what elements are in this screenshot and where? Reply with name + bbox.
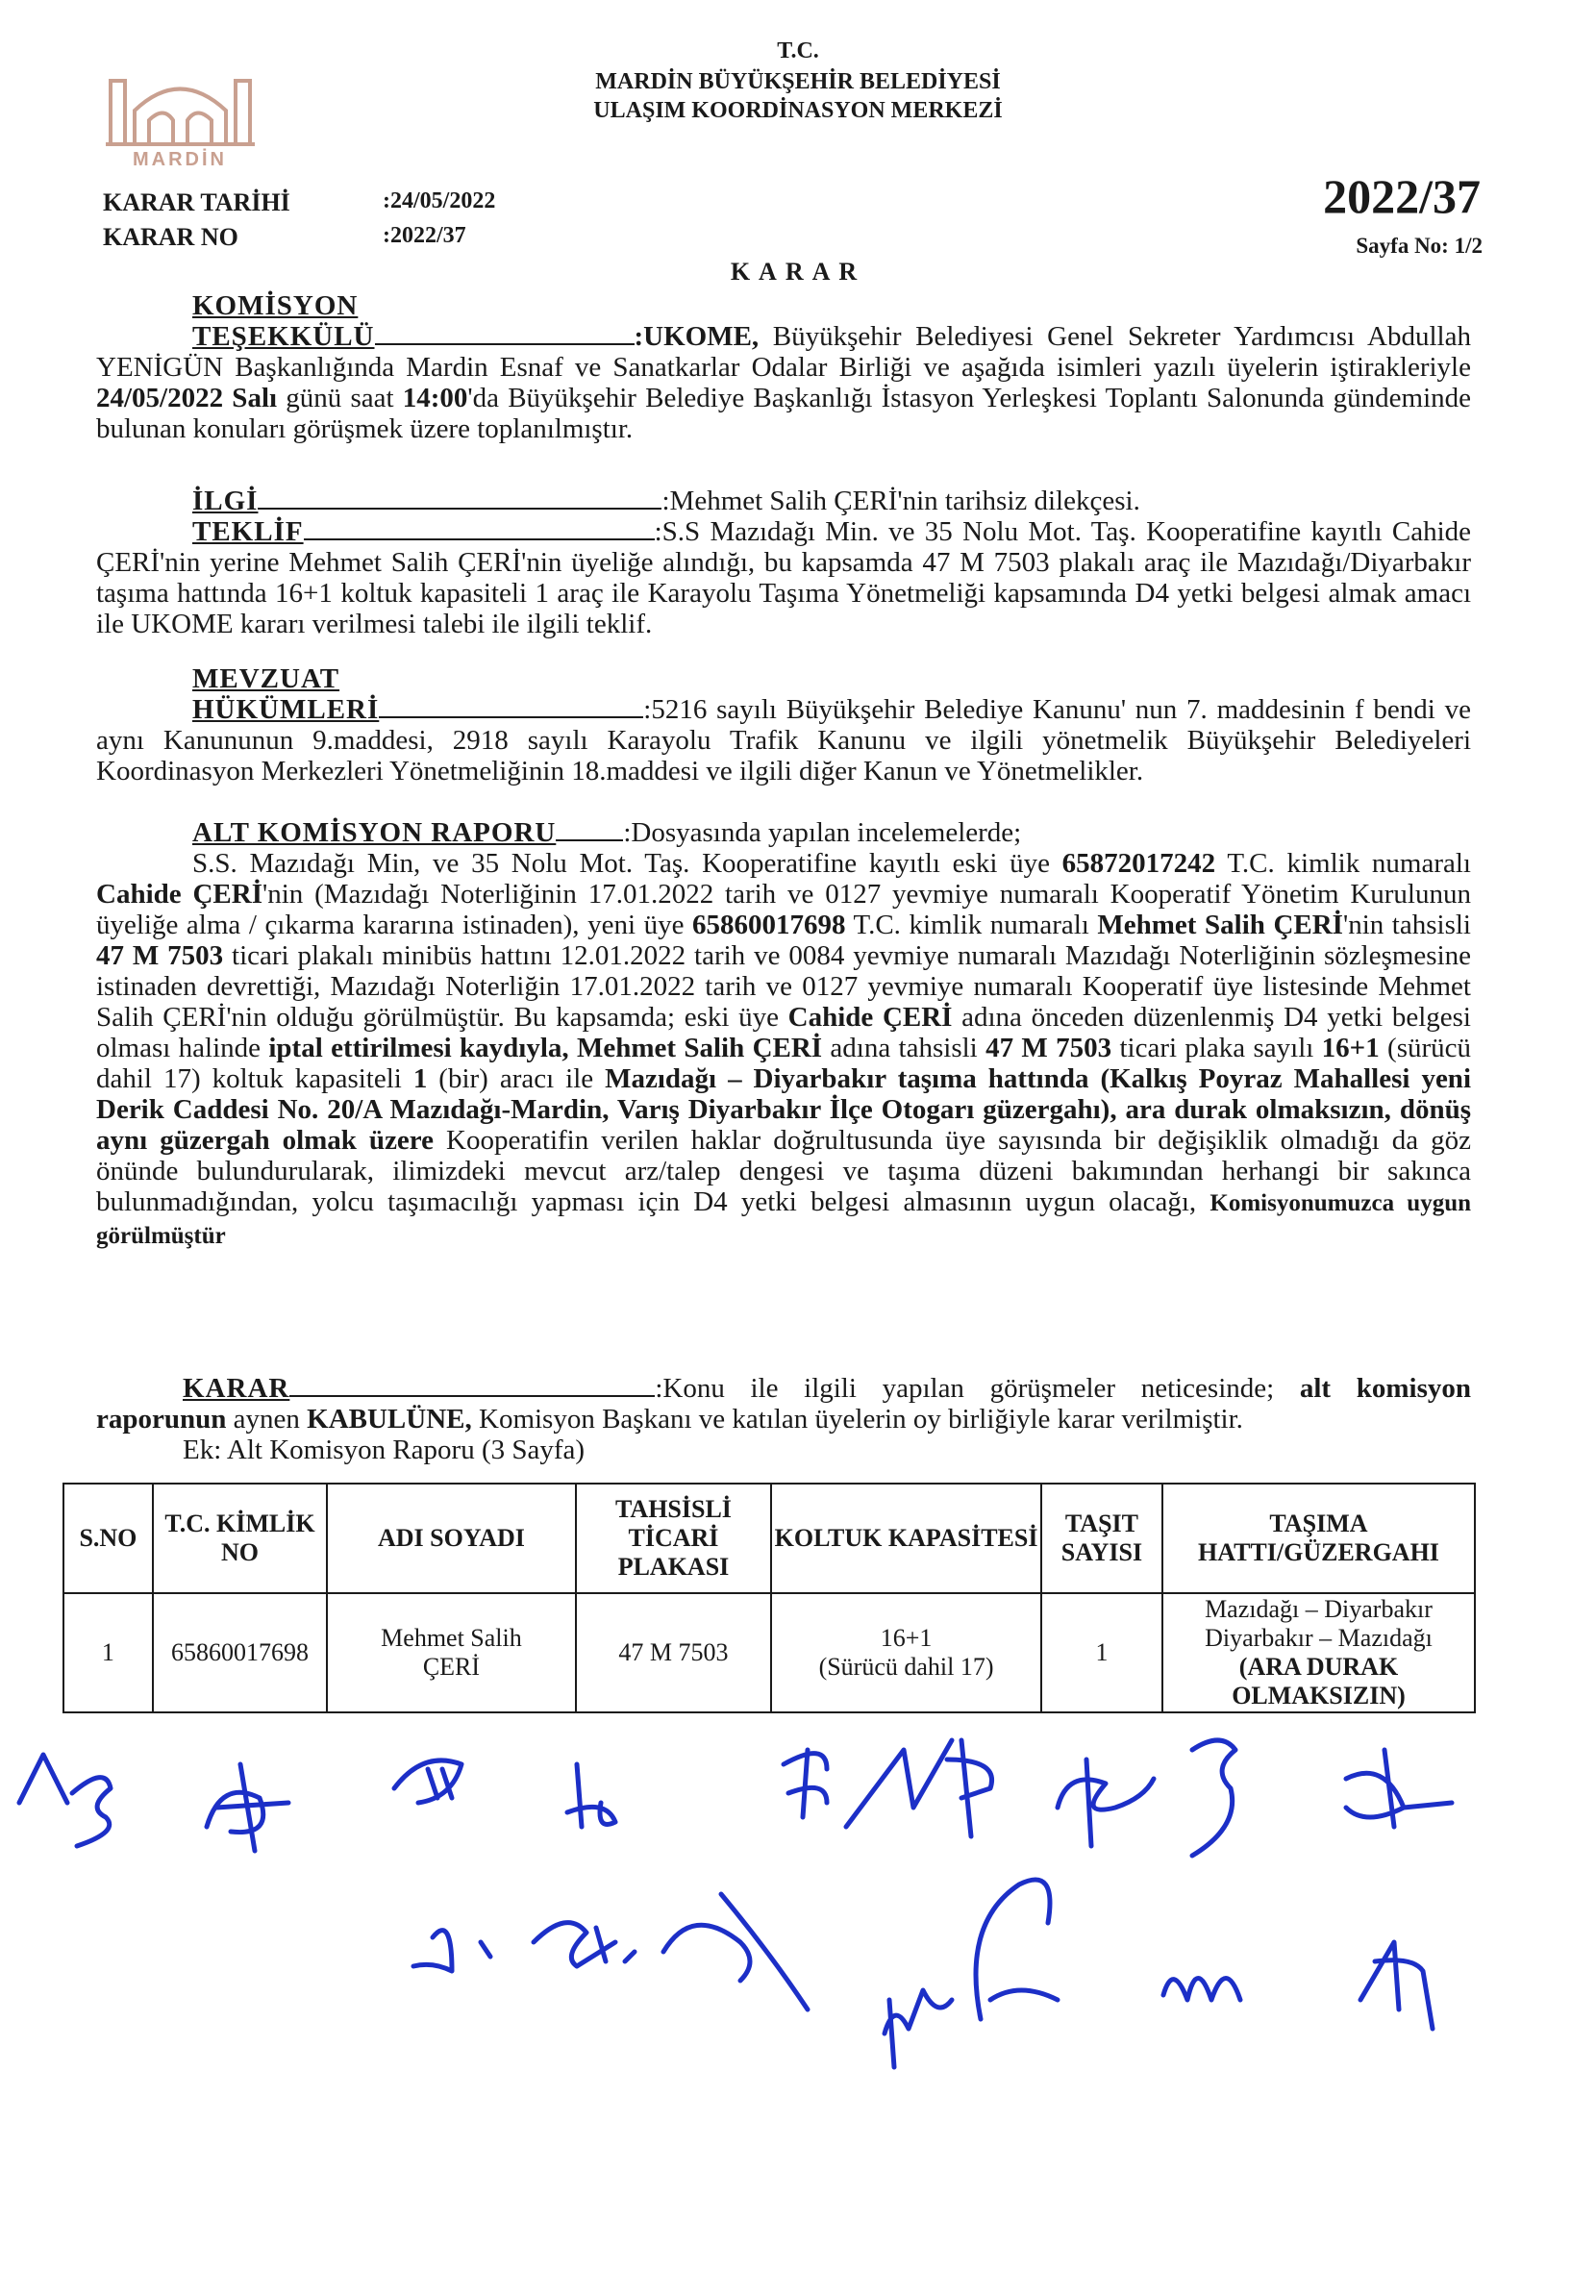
report-old-member: Cahide ÇERİ [96, 879, 262, 910]
report-new-member: Mehmet Salih ÇERİ [1097, 910, 1343, 940]
cell-tc: 65860017698 [153, 1593, 327, 1712]
col-route: TAŞIMA HATTI/GÜZERGAHI [1162, 1484, 1475, 1593]
signatures [0, 1711, 1596, 2250]
karar-text-2: aynen [226, 1404, 308, 1435]
table-header-row [63, 1484, 1475, 1593]
komisyon-time: 14:00 [402, 383, 468, 413]
cell-sno: 1 [63, 1593, 153, 1712]
header-tc: T.C. [777, 38, 819, 63]
col-tc: T.C. KİMLİK NO [153, 1484, 327, 1593]
cell-name [327, 1593, 576, 1712]
document-title: KARAR [730, 258, 866, 286]
report-text-5: 'nin tahsisli [1342, 910, 1471, 940]
header-center: ULAŞIM KOORDİNASYON MERKEZİ [593, 98, 1003, 123]
section-alt-komisyon [96, 817, 1471, 1252]
attachment-note: Ek: Alt Komisyon Raporu (3 Sayfa) [183, 1435, 586, 1465]
ilgi-heading: İLGİ [192, 486, 259, 516]
cell-route-back: Diyarbakır – Mazıdağı [1205, 1624, 1433, 1652]
report-route: Mazıdağı – Diyarbakır taşıma hattında (Kalkış Poyraz Mahallesi yeni Derik Caddesi No. 20/A Mazıdağı-Mardin, Varış Diyarbakır İlçe Otogarı güzergahı), ara durak olmaksızın, dönüş aynı güzergah olmak üzere [96, 1063, 1471, 1156]
report-new-tc: 65860017698 [692, 910, 846, 940]
cell-capacity-note: (Sürücü dahil 17) [818, 1653, 994, 1681]
signature-12 [534, 1923, 635, 1966]
signature-13 [663, 1894, 808, 2009]
teklif-heading: TEKLİF [192, 516, 304, 547]
signature-3 [394, 1760, 461, 1803]
decision-table [62, 1483, 1476, 1713]
municipality-logo [96, 67, 264, 173]
cell-plate: 47 M 7503 [576, 1593, 771, 1712]
report-text-12: Kooperatifin verilen haklar doğrultusunda üye sayısında bir değişiklik olmadığı da göz önünde bulundurularak, ilimizdeki mevcut arz/talep dengesi ve taşıma düzeni bakımından herhangi bir sakınca bulunmadığından, yolcu taşımacılığı yapması için D4 yetki belgesi almasının uygun olacağı, [96, 1125, 1471, 1217]
signature-2 [207, 1764, 288, 1851]
signature-11 [413, 1931, 490, 1971]
page-number: Sayfa No: 1/2 [1356, 234, 1483, 258]
cell-vehicle-count: 1 [1041, 1593, 1162, 1712]
decision-number-large: 2022/37 [1323, 169, 1481, 223]
signature-10 [1346, 1750, 1452, 1827]
report-text-8: adına tahsisli [822, 1033, 986, 1063]
report-old-tc: 65872017242 [1061, 848, 1216, 879]
signature-8 [1058, 1759, 1154, 1846]
komisyon-text-1: Büyükşehir Belediyesi Genel Sekreter Yardımcısı Abdullah YENİGÜN Başkanlığında Mardin Esnaf ve Sanatkarlar Odalar Birliği ve aşağıda isimleri yazılı üyelerin iştirakleriyle [96, 321, 1471, 383]
alt-komisyon-intro: :Dosyasında yapılan incelemelerde; [623, 817, 1022, 848]
signature-4 [567, 1764, 615, 1827]
report-vehicle-count: 1 [412, 1063, 428, 1094]
section-ilgi [96, 486, 1471, 516]
cell-route-out: Mazıdağı – Diyarbakır [1205, 1595, 1433, 1623]
mevzuat-heading-1: MEVZUAT [192, 663, 340, 694]
col-name: ADI SOYADI [327, 1484, 576, 1593]
karar-alt-komisyon: alt komisyon raporunun [96, 1373, 1471, 1435]
cell-route-note: (ARA DURAK OLMAKSIZIN) [1232, 1653, 1406, 1710]
table-row [63, 1593, 1475, 1712]
karar-text-3: Komisyon Başkanı ve katılan üyelerin oy birliğiyle karar verilmiştir. [471, 1404, 1243, 1435]
report-text-6: ticari plakalı minibüs hattını 12.01.2022 tarih ve 0084 yevmiye numaralı Mazıdağı Noterliğinin sözleşmesine istinaden devrettiği, Mazıdağı Noterliğin 17.01.2022 tarih ve 0127 yevmiye numaralı Kooperatif üye listesinde Mehmet Salih ÇERİ'nin olduğu görülmüştür. Bu kapsamda; eski üye [96, 940, 1471, 1033]
cell-name-last: ÇERİ [422, 1653, 481, 1681]
col-sno: S.NO [63, 1484, 153, 1593]
signature-6 [846, 1740, 952, 1827]
report-plate-2: 47 M 7503 [985, 1033, 1112, 1063]
report-text-1: S.S. Mazıdağı Min, ve 35 Nolu Mot. Taş. Kooperatifine kayıtlı eski üye [192, 848, 1062, 879]
decision-no-value: :2022/37 [383, 223, 466, 248]
signature-5 [784, 1750, 827, 1817]
signature-14 [885, 1990, 952, 2067]
alt-komisyon-heading: ALT KOMİSYON RAPORU [192, 817, 557, 848]
logo-text: MARDİN [133, 149, 227, 170]
signature-9 [1192, 1740, 1235, 1856]
report-cancel-clause: iptal ettirilmesi kaydıyla, Mehmet Salih ÇERİ [268, 1033, 823, 1063]
report-text-3: 'nin (Mazıdağı Noterliğinin 17.01.2022 tarih ve 0127 yevmiye numaralı Kooperatif Yönetim Kurulunun üyeliğe alma / çıkarma kararına istinaden), yeni üye [96, 879, 1471, 940]
section-mevzuat [96, 663, 1471, 786]
komisyon-ukome: :UKOME, [634, 321, 760, 352]
karar-text-1: :Konu ile ilgili yapılan görüşmeler neticesinde; [655, 1373, 1300, 1404]
komisyon-date: 24/05/2022 Salı [96, 383, 278, 413]
decision-date-label: KARAR TARİHİ [103, 188, 290, 216]
report-old-member-2: Cahide ÇERİ [787, 1002, 953, 1033]
section-teklif [96, 516, 1471, 639]
signature-16 [1163, 1979, 1240, 2001]
cell-route [1162, 1593, 1475, 1712]
komisyon-text-3: 'da Büyükşehir Belediye Başkanlığı İstasyon Yerleşkesi Toplantı Salonunda gündeminde bulunan konuları görüşmek üzere toplanılmıştır. [96, 383, 1472, 444]
signature-7 [947, 1740, 992, 1836]
section-karar [96, 1373, 1471, 1465]
signature-17 [1360, 1942, 1433, 2029]
mevzuat-heading-2: HÜKÜMLERİ [192, 694, 380, 725]
decision-date-value: :24/05/2022 [383, 188, 496, 213]
col-plate: TAHSİSLİ TİCARİ PLAKASI [576, 1484, 771, 1593]
report-text-2: T.C. kimlik numaralı [1215, 848, 1471, 879]
report-text-9: ticari plaka sayılı [1111, 1033, 1322, 1063]
header-municipality: MARDİN BÜYÜKŞEHİR BELEDİYESİ [595, 69, 1001, 94]
komisyon-heading-2: TEŞEKKÜLÜ [192, 321, 375, 352]
report-conclusion: Komisyonumuzca uygun görülmüştür [96, 1190, 1472, 1249]
report-text-11: (bir) aracı ile [427, 1063, 606, 1094]
report-plate: 47 M 7503 [96, 940, 224, 971]
karar-kabul: KABULÜNE, [307, 1404, 472, 1435]
cell-capacity-value: 16+1 [880, 1624, 933, 1652]
teklif-text: :S.S Mazıdağı Min. ve 35 Nolu Mot. Taş. Kooperatifine kayıtlı Cahide ÇERİ'nin yerine Mehmet Salih ÇERİ'nin üyeliğe alındığı, bu kapsamda 47 M 7503 plakalı araç ile Mazıdağı/Diyarbakır taşıma hattında 16+1 koltuk kapasiteli 1 araç ile Karayolu Taşıma Yönetmeliği kapsamında D4 yetki belgesi almak amacı ile UKOME kararı verilmesi talebi ile ilgili teklif. [96, 516, 1471, 639]
report-text-10: (sürücü dahil 17) koltuk kapasiteli [96, 1033, 1472, 1094]
signature-15 [976, 1880, 1058, 2019]
report-text-7: adına önceden düzenlenmiş D4 yetki belgesi olması halinde [96, 1002, 1471, 1063]
mevzuat-text: :5216 sayılı Büyükşehir Belediye Kanunu' nun 7. maddesinin f bendi ve aynı Kanununun 9.maddesi, 2918 sayılı Karayolu Trafik Kanunu ve ilgili yönetmelik Büyükşehir Belediyeleri Koordinasyon Merkezleri Yönetmeliğinin 18.maddesi ve ilgili diğer Kanun ve Yönetmelikler. [96, 694, 1471, 786]
ilgi-text: :Mehmet Salih ÇERİ'nin tarihsiz dilekçesi. [661, 486, 1140, 516]
report-text-4: T.C. kimlik numaralı [845, 910, 1098, 940]
komisyon-text-2: günü saat [277, 383, 403, 413]
komisyon-heading-1: KOMİSYON [192, 290, 359, 321]
cell-capacity [771, 1593, 1041, 1712]
col-vehicle-count: TAŞIT SAYISI [1041, 1484, 1162, 1593]
report-capacity: 16+1 [1321, 1033, 1380, 1063]
karar-heading: KARAR [183, 1373, 290, 1404]
signature-1 [19, 1755, 111, 1846]
cell-name-first: Mehmet Salih [381, 1624, 522, 1652]
decision-no-label: KARAR NO [103, 223, 238, 251]
col-capacity: KOLTUK KAPASİTESİ [771, 1484, 1041, 1593]
section-komisyon [96, 290, 1471, 444]
